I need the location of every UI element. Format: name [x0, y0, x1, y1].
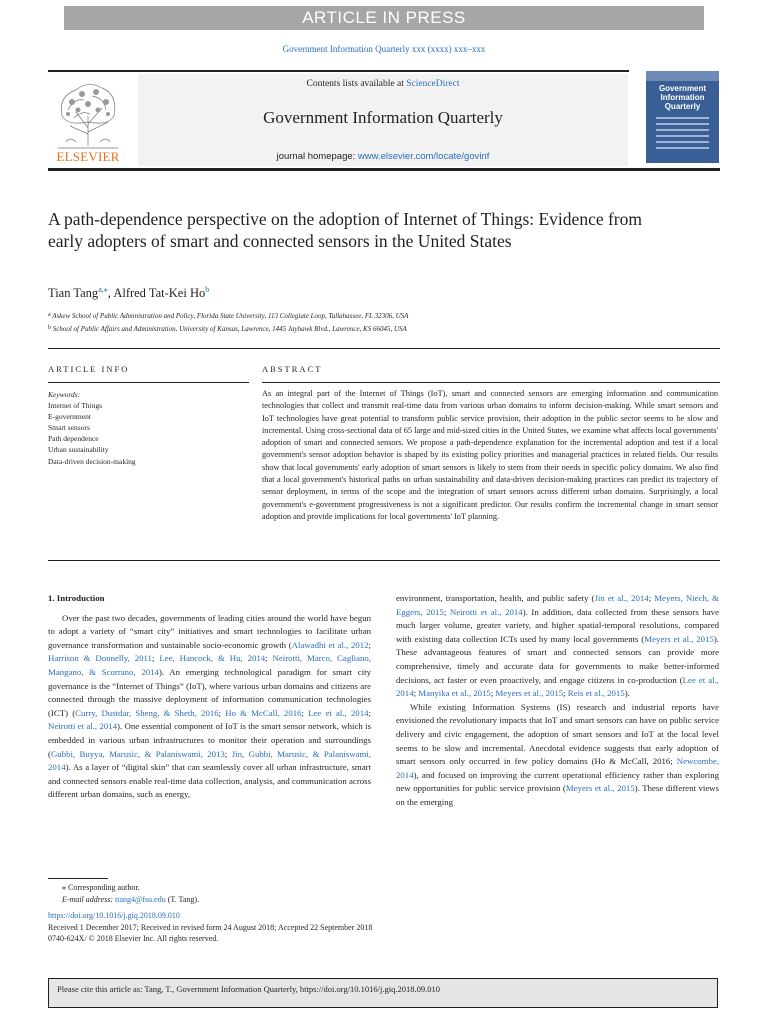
citation-link[interactable]: Jin, Gubbi, Marusic, & Palaniswami, 2014 — [48, 748, 371, 773]
author-affiliation-marks[interactable]: a,⁎ — [98, 285, 108, 294]
citation-box: Please cite this article as: Tang, T., Government Information Quarterly, https://doi.org/10.1016/j.giq.2018.09.010 — [48, 978, 718, 1008]
keyword-item: E-government — [48, 412, 91, 422]
cover-title-line-1: Government — [658, 84, 707, 93]
cover-title-line-2: Information — [660, 93, 705, 102]
abstract-heading: ABSTRACT — [262, 364, 323, 374]
cover-title — [646, 84, 719, 111]
email-label: E-mail address: — [62, 894, 116, 904]
keywords-label: Keywords: — [48, 390, 81, 399]
keywords-block — [48, 389, 248, 467]
citation-link[interactable]: Meyers et al., 2015 — [495, 688, 564, 699]
citation-link[interactable]: Lee et al., 2014 — [396, 674, 719, 699]
citation-link[interactable]: Curry, Dustdar, Sheng, & Sheth, 2016 — [75, 707, 219, 718]
journal-reference-link[interactable]: Government Information Quarterly xxx (xxxx) xxx–xxx — [282, 44, 486, 54]
footnotes — [48, 882, 548, 945]
contents-available-line — [138, 79, 628, 89]
citation-link[interactable]: Neirotti et al., 2014 — [449, 606, 523, 617]
contents-prefix: Contents lists available at — [306, 79, 407, 89]
keyword-item: Path dependence — [48, 434, 99, 444]
keyword-item: Internet of Things — [48, 401, 103, 411]
author-name[interactable]: Alfred Tat-Kei Ho — [113, 286, 206, 301]
homepage-prefix: journal homepage: — [276, 151, 358, 162]
citation-link[interactable]: Harrison & Donnelly, 2011 — [48, 653, 152, 664]
elsevier-wordmark[interactable]: ELSEVIER — [56, 149, 120, 164]
article-info-heading: ARTICLE INFO — [48, 364, 130, 374]
cover-top-band — [646, 71, 719, 81]
body-column-right — [396, 592, 719, 810]
journal-cover-thumbnail[interactable] — [646, 71, 719, 163]
citation-link[interactable]: Manyika et al., 2015 — [418, 688, 491, 699]
cover-decoration — [656, 117, 709, 153]
received-dates: Received 1 December 2017; Received in revised form 24 August 2018; Accepted 22 September 2018 — [48, 922, 373, 932]
keyword-item: Urban sustainability — [48, 445, 109, 455]
citation-link[interactable]: Meyers et al., 2015 — [644, 633, 714, 644]
header-rule-top — [48, 70, 629, 72]
corresponding-author-note: ⁎ Corresponding author. — [62, 883, 140, 892]
email-suffix: (T. Tang). — [165, 894, 200, 904]
citation-link[interactable]: Meyers, Niech, & Eggers, 2015 — [396, 593, 719, 617]
citation-link[interactable]: Meyers et al., 2015 — [565, 783, 635, 794]
cover-title-line-3: Quarterly — [664, 102, 701, 111]
body-paragraph: Over the past two decades, governments of leading cities around the world have begun to adopt a variety of “smart city” initiatives and smart technologies to facilitate urban governance transformation and sustainable socio-economic growth (Alawadhi et al., 2012; Harrison & Donnelly, 2011; Lee, Hancock, & Hu, 2014; Neirotti, Marco, Cagliano, Mangano, & Scorrano, 2014). An emerging technological paradigm for smart city governance is the “Internet of Things” (IoT), where various urban domains and citizens are connected through the massive deployment of information communication technologies (ICT) (Curry, Dustdar, Sheng, & Sheth, 2016; Ho & McCall, 2016; Lee et al., 2014; Neirotti et al., 2014). One essential component of IoT is the smart sensor network, which is embedded in various urban infrastructures to monitor their operation and surroundings (Gubbi, Buyya, Marusic, & Palaniswami, 2013; Jin, Gubbi, Marusic, & Palaniswami, 2014). As a layer of “digital skin” that can seamlessly cover all urban infrastructure, smart and connected sensors enable real-time data collection, analysis, and communication across different urban domains, such as energy, — [48, 612, 372, 800]
affiliation-text: School of Public Affairs and Administration, University of Kansas, Lawrence, 1445 Jayhawk Blvd., Lawrence, KS 66045, USA — [52, 325, 407, 333]
section-title: 1. Introduction — [48, 593, 105, 603]
author-list — [48, 285, 209, 301]
info-section-rule — [48, 348, 720, 349]
abstract-bottom-rule — [48, 560, 720, 561]
doi-link[interactable]: https://doi.org/10.1016/j.giq.2018.09.010 — [48, 911, 180, 921]
body-paragraph: environment, transportation, health, and public safety (Jin et al., 2014; Meyers, Niech, & Eggers, 2015; Neirotti et al., 2014). In addition, data collected from these sensors have much larger volume, greater variety, and higher spatial-temporal resolutions, compared with existing data collection ICTs used by many local governments (Meyers et al., 2015). These advantageous features of smart and connected sensors can provide more comprehensive, timely and accurate data for governments to make better-informed decisions, act faster or even proactively, and engage citizens in co-production (Lee et al., 2014; Manyika et al., 2015; Meyers et al., 2015; Reis et al., 2015). — [396, 593, 720, 699]
copyright-line: 0740-624X/ © 2018 Elsevier Inc. All rights reserved. — [48, 934, 219, 944]
affiliation-b — [48, 322, 668, 335]
journal-homepage-link[interactable]: www.elsevier.com/locate/govinf — [357, 151, 490, 162]
email-line — [48, 894, 548, 906]
journal-homepage-line — [138, 151, 628, 162]
email-link[interactable]: ttang4@fsu.edu — [115, 894, 166, 904]
article-info-rule — [48, 382, 249, 383]
abstract-text: As an integral part of the Internet of Things (IoT), smart and connected sensors are emerging information and communication technologies that collect and transmit real-time data from various urban domains to inform decision-making. While smart sensors and IoT technologies have great potential to transform public service provision, their adoption in the public sector seems to be slow and incremental. Using cross-sectional data of 65 large and mid-sized cities in the United States, we examine what affects local governments' adoption of smart and connected sensors. We propose a path-dependence explanation for the incremental adoption and test if a local government's sensor adoption behavior is shaped by its existing policy priorities and managerial practices in related fields. Our results show that local governments' early adoption of smart sensors is likely to stem from their needs in specific policy domains. We also find that a local government's historical paths on urban sustainability and data-driven decision-making practices can predict its trajectory of sensor deployment, in terms of the scope and the integration of smart sensors across different urban domains. Surprisingly, a local government's e-government progressiveness is not a significant predictor. Our results confirm the incremental change in smart sensor adoption and provide implications for local governments' IoT planning. — [262, 389, 718, 521]
citation-link[interactable]: Lee et al., 2014 — [308, 707, 369, 718]
body-column-left — [48, 592, 371, 802]
citation-link[interactable]: Newcombe, 2014 — [396, 756, 719, 780]
citation-link[interactable]: Ho & McCall, 2016 — [225, 707, 302, 718]
citation-link[interactable]: Jin et al., 2014 — [594, 593, 649, 603]
body-paragraph: While existing Information Systems (IS) research and industrial reports have envisioned the revolutionary impacts that IoT and smart sensors can have on public service delivery and civic engagement, the adoption of smart sensors and IoT at the local level seems to be slow and incremental. Anecdotal evidence suggests that early adoption of smart sensors only occurred in few policy domains (Ho & McCall, 2016; Newcombe, 2014), and focused on improving the current operational efficiency rather than exploring new opportunities for public service provision (Meyers et al., 2015). These different views on the emerging — [396, 701, 720, 807]
article-in-press-banner: ARTICLE IN PRESS — [64, 6, 704, 30]
journal-name: Government Information Quarterly — [263, 108, 503, 127]
author-affiliation-marks[interactable]: b — [205, 285, 210, 294]
affiliation-a — [48, 309, 668, 322]
author-name[interactable]: Tian Tang — [48, 286, 99, 301]
affiliations — [48, 309, 668, 335]
citation-link[interactable]: Lee, Hancock, & Hu, 2014 — [159, 653, 266, 664]
citation-link[interactable]: Neirotti et al., 2014 — [48, 721, 118, 732]
keyword-item: Data-driven decision-making — [48, 456, 136, 466]
affiliation-text: Askew School of Public Administration and Policy, Florida State University, 113 Collegiate Loop, Tallahassee, FL 32306, USA — [52, 312, 409, 320]
author-separator: , — [107, 286, 114, 301]
abstract-rule — [262, 382, 720, 383]
footnote-rule — [48, 878, 108, 879]
citation-link[interactable]: Neirotti, Marco, Cagliano, Mangano, & Scorrano, 2014 — [48, 653, 372, 677]
affiliation-mark: a — [48, 312, 51, 318]
affiliation-mark: b — [48, 325, 51, 331]
citation-link[interactable]: Alawadhi et al., 2012 — [291, 639, 369, 650]
sciencedirect-link[interactable]: ScienceDirect — [406, 79, 460, 89]
citation-link[interactable]: Gubbi, Buyya, Marusic, & Palaniswami, 2013 — [50, 748, 225, 759]
citation-link[interactable]: Reis et al., 2015 — [567, 688, 625, 699]
keyword-item: Smart sensors — [48, 423, 90, 433]
article-title: A path-dependence perspective on the adoption of Internet of Things: Evidence from early adopters of smart and connected sensors in the United States — [48, 209, 642, 251]
header-rule-bottom — [48, 168, 720, 171]
